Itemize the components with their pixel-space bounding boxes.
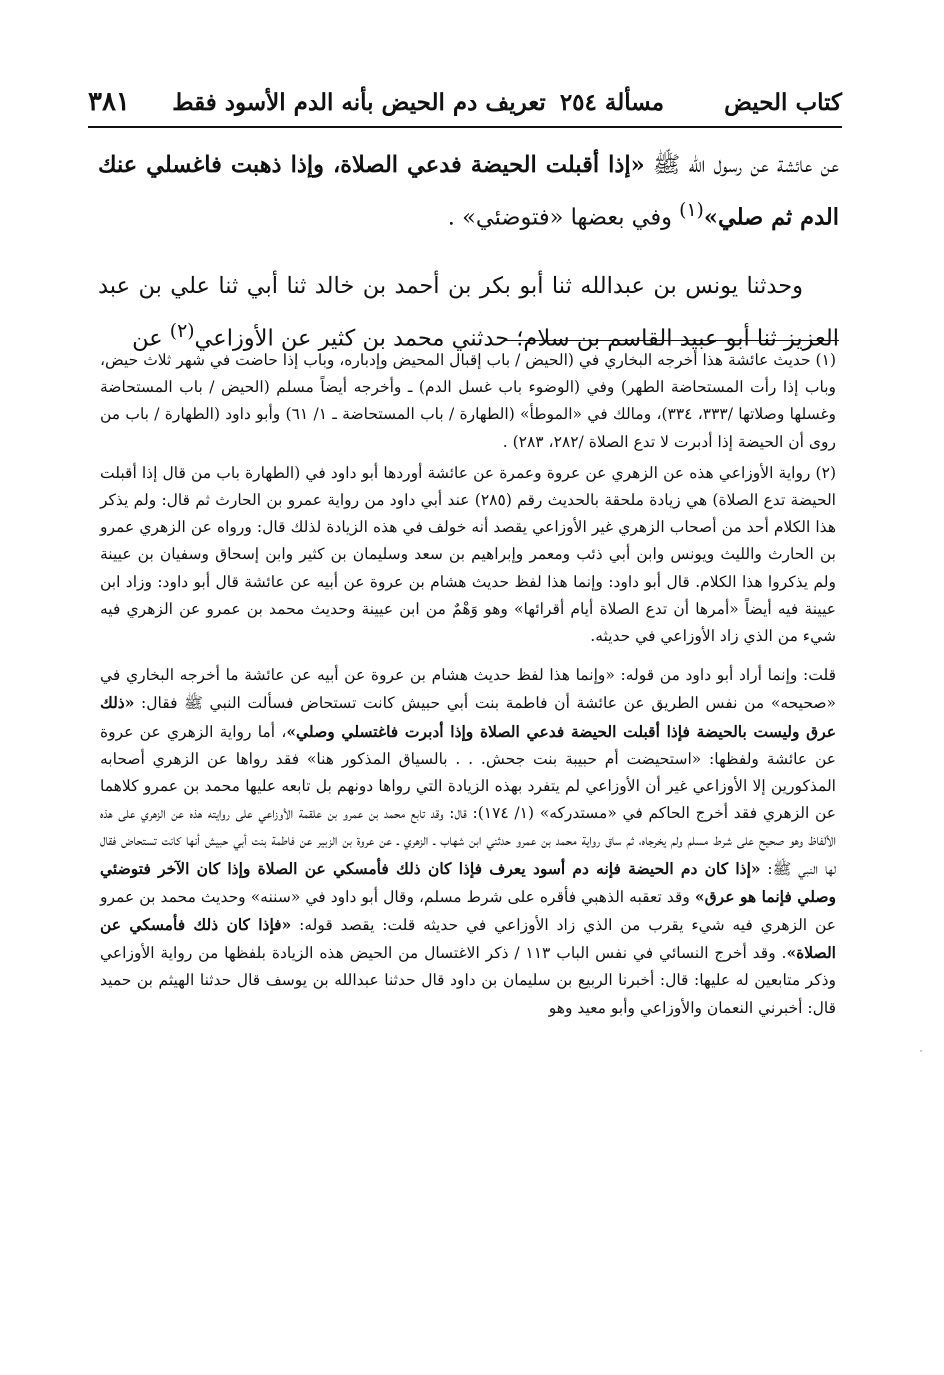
book-title: كتاب الحيض	[724, 88, 842, 116]
footnote-1: (١) حديث عائشة هذا أخرجه البخاري في (الحيض / باب إقبال المحيض وإدباره، وباب إذا حاضت في شهر ثلاث حيض، وباب إذا رأت المستحاضة الطهر) وفي (الوضوء باب غسل الدم) ـ وأخرجه أيضاً مسلم (الحيض / باب المستحاضة وغسلها وصلاتها /٣٣٣، ٣٣٤)، ومالك في «الموطأ» (الطهارة / باب المستحاضة ـ ١/ ٦١) وأبو داود (الطهارة / باب من روى أن الحيضة إذا أدبرت لا تدع الصلاة /٢٨٢، ٢٨٣) .	[100, 351, 837, 451]
running-header	[88, 82, 842, 122]
comment-part-g: . وقد أخرج النسائي في نفس الباب ١١٣ / ذكر الاغتسال من الحيض هذه الزيادة بلفظها من رواية الأوزاعي وذكر متابعين له عليها: قال: أخبرنا الربيع بن سليمان بن داود قال حدثنا عبدالله بن يوسف قال حدثنا الهيثم بن حميد قال: أخبرني النعمان والأوزاعي وأبو معيد وهو	[100, 944, 836, 1017]
main-text	[98, 142, 839, 373]
comment-hadith-1: «ذلك عرق وليست بالحيضة فإذا أقبلت الحيضة فدعي الصلاة وإذا أدبرت فاغتسلي وصلي»	[100, 693, 837, 741]
hadith-quote: «إذا أقبلت الحيضة فدعي الصلاة، وإذا ذهبت فاغسلي عنك الدم ثم صلي»	[98, 152, 839, 231]
footnote-ref-1: (١)	[679, 200, 704, 221]
comment-hadith-2: «إذا كان دم الحيضة فإنه دم أسود يعرف فإذا كان ذلك فأمسكي عن الصلاة وإذا كان الآخر فتوضئي وصلي فإنما هو عرق»	[100, 858, 837, 906]
footnotes	[100, 347, 838, 1022]
issue-topic: تعريف دم الحيض بأنه الدم الأسود فقط	[172, 88, 546, 116]
comment-hadith-3: «فإذا كان ذلك فأمسكي عن الصلاة»	[100, 915, 836, 963]
header-rule	[88, 126, 842, 128]
issue-number: مسألة ٢٥٤	[559, 88, 665, 116]
paragraph-1-intro: عن عائشة عن رسول الله ﷺ	[644, 152, 839, 178]
paragraph-2-end: عن	[132, 325, 170, 351]
page-number: ٣٨١	[88, 87, 130, 117]
scan-speck	[920, 1050, 922, 1052]
footnote-comment	[100, 662, 838, 1022]
footnote-separator	[504, 340, 839, 341]
comment-part-c: ، أما رواية الزهري عن عروة عن عائشة ولفظها: «استحيضت أم حبيبة بنت جحش. . . بالسياق المذكور هنا» فقد رواها عن الزهري أصحابه المذكورين إلا الأوزاعي غير أن الأوزاعي لم يتفرد بهذه الزيادة التي رواها دونهم بل تابعه عليها محمد بن عمرو كلاهما عن الزهري فقد أخرج الحاكم في «مستدركه» (١/ ١٧٤): قال: وقد تابع محمد بن عمرو بن علقمة الأوزاعي على روايته هذه عن الزهري على هذه الألفاظ وهو صحيح على شرط مسلم ولم يخرجاه، ثم ساق رواية محمد بن عمرو حدثني ابن شهاب ـ الزهري ـ عن عروة بن الزبير عن فاطمة بنت أبي حبيش أنها كانت تستحاض فقال لها النبي ﷺ:	[100, 722, 837, 878]
footnote-ref-2: (٢)	[169, 320, 195, 342]
comment-part-e: وقد تعقبه الذهبي فأقره على شرط مسلم، وقال أبو داود في «سننه» وحديث محمد بن عمرو عن الزهري فيه شيء يقرب من الذي زاد الأوزاعي في حديثه قلت: يقصد قوله:	[100, 887, 836, 935]
footnote-2: (٢) رواية الأوزاعي هذه عن الزهري عن عروة وعمرة عن عائشة أوردها أبو داود في (الطهارة باب من قال إذا أقبلت الحيضة تدع الصلاة) هي زيادة ملحقة بالحديث رقم (٢٨٥) عند أبي داود من رواية عمرو بن الحارث ثم قال: ولم يذكر هذا الكلام أحد من أصحاب الزهري غير الأوزاعي يقصد أنه خولف في هذه الزيادة لذلك قال: ورواه عن الزهري عمرو بن الحارث والليث ويونس وابن أبي ذئب ومعمر وإبراهيم بن سعد وسليمان بن كثير وابن إسحاق وسفيان بن عيينة ولم يذكروا هذا الكلام. قال أبو داود: وإنما هذا لفظ حديث هشام بن عروة عن أبيه عن عائشة قال أبو داود: وزاد ابن عيينة فيه أيضاً «أمرها أن تدع الصلاة أيام أقرائها» وهو وَهْمٌ من ابن عيينة وحديث محمد بن عمرو عن الزهري فيه شيء من الذي زاد الأوزاعي في حديثه.	[100, 463, 836, 646]
isnad-text: وحدثنا يونس بن عبدالله ثنا أبو بكر بن أحمد بن خالد ثنا أبي ثنا علي بن عبد العزيز ثنا أبو عبيد القاسم بن سلام؛ حدثني محمد بن كثير عن الأوزاعي	[98, 272, 839, 351]
comment-part-a: قلت: وإنما أراد أبو داود من قوله: «وإنما هذا لفظ حديث هشام بن عروة عن أبيه عن عائشة ما أخرجه البخاري في «صحيحه» من نفس الطريق عن عائشة أن فاطمة بنت أبي حبيش كانت تستحاض فسألت النبي ﷺ فقال:	[100, 666, 836, 713]
main-paragraph-1	[98, 142, 839, 241]
paragraph-1-end: وفي بعضها «فتوضئي» .	[447, 204, 680, 231]
